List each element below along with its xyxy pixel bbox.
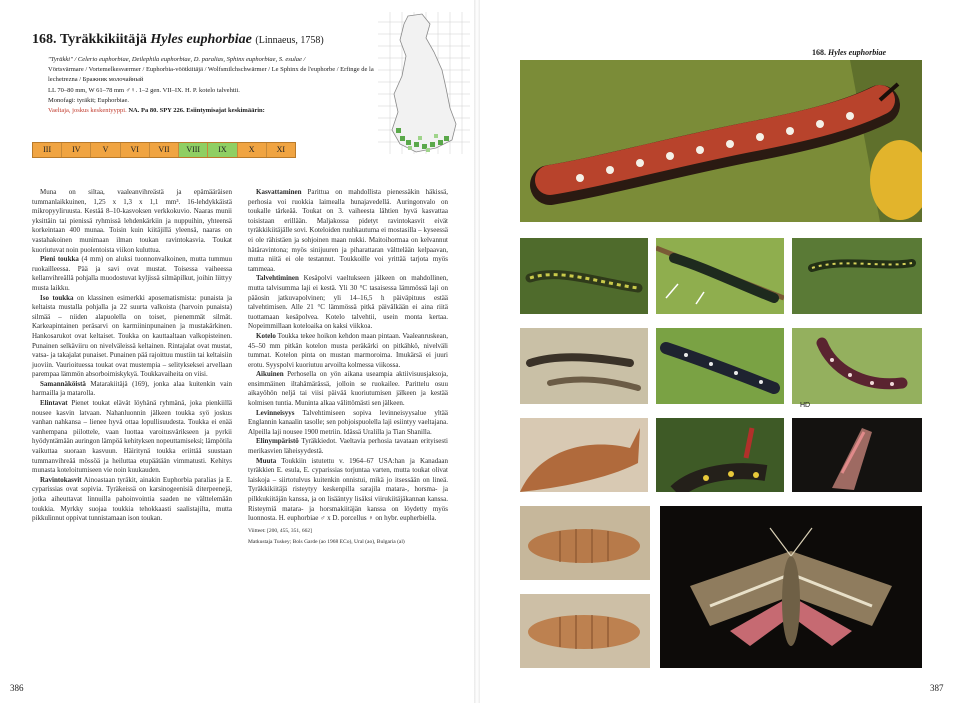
paragraph: Kasvattaminen Parittua on mahdollista pienessäkin häkissä, perhosia voi ruokkia laimealla hunajavedellä. Auringonvalo on toukalle tärkeää. Toukat on 3. vaiheesta lähtien hyvä kasvattaa toisistaan erillään. Maljakossa pidetyt ravintokasvit eivät tyräkkikiitäjälle sovi. Koteloiden ruuhkautuma ei mostasilla – kyseessä ei ole rähistäen ja sohjoinen maan nukki. Maitoihormaa on kelvannut hätäravintona; myös sinijuuren ja piharattaran välttelään kelpaavan, mutta niitä ei ole testannut. Toukkoille voi yrittää tarjota myös tammeaa.: [248, 188, 449, 273]
paragraph: Iso toukka on klassinen esimerkki aposematismista: punaista ja keltaista mustalla pohjalla ja 22 suurta valkoista (harvoin punaista) silmää – niiden alapuolella on toiset, pienemmät silmät. Karkeapintainen peräsarvi on karmiininpunainen ja mustakärkinen. Hankosarukot ovat keltaiset. Toukka on kauttaaltaan valkopisteinen. Punainen selkäviiru on nivelväleissä keltainen. Rintajalat ovat mustat, vatsa- ja takajalat punaiset. Punainen pää rajoittuu mustiin tai keltaisiin juoviin. Vaurioituessa toukat ovat mustempia – selityksekseі arvellaan parempaa lämmön absorboimiskykyä. Toukkavaiheita on viisi.: [32, 293, 232, 379]
species-number: 168.: [32, 32, 57, 47]
paragraph: Talvehtiminen Kesäpolvi vaeltukseen jälkeen on mahdollinen, mutta talvisumma laji ei kestä. Yli 30 °C tasaisessa lämmössä laji on pääosin jatkuvapolvinen; yli 14–16,5 h päiväpituus estää talvehtimisen. Alle 21 °C lämmössä pitkä päivälkään ei aina riitä tuottamaan kesäpolvea. Kotelo talvehtii, usein monta kertaa. Nopeimmillaan koteloaika on kaksi viikkoa.: [248, 274, 448, 331]
plate-caption: 168. Hyles euphorbiae: [812, 48, 886, 57]
paragraph: Muuta Toukkiin istutettu v. 1964–67 USA:han ja Kanadaan tyräkkien E. esula, E. cyparissias torjuntaa varten, mutta toukat olivat laiskoja – siirtotulvus kuitenkin onnistui, mikä jo itsessään on lineä. Tyräkkikiitäjä risteytyy keskenpilla sarajila matara-, horsma- ja pilkkukiitäjän kanssa, ja on lisääntyy lisäksi viirukiitäjäkannan kanssa. Risteymiä matara- ja horsmakiitäjän kanssa on löydetty myös luonnosta. H. euphorbiae ♂ x D. porcellus ♀ on hybr. eupherbiella.: [248, 456, 448, 523]
page-number-right: 387: [930, 683, 944, 693]
month-cell: X: [238, 143, 267, 157]
paragraph: Kotelo Toukka tekee hoikon kehdon maan pintaan. Vaaleanruskean, 45–50 mm pitkän kotelon musta peräkärki on pitkähkö, nivelväli tummat. Kotelon pinta on mustan marmoroima. Imukärsä ei juuri erotu. Syyspolvi kuoriutuu arvoilta kolmessa viikossa.: [248, 331, 448, 369]
photo-pupa-2: [520, 594, 650, 668]
distribution-map: [378, 12, 470, 154]
paragraph: Pieni toukka (4 mm) on aluksi tuonnonvalkoinen, mutta tummuu ruokailleessa. Pää ja savi ovat mustat. Toisessa vaiheessa kellanvihreällä pohjalla muodostuvat kyljissä silmäpilkut, joihin liittyy musta laikku.: [32, 255, 232, 292]
month-cell: III: [33, 143, 62, 157]
paragraph: Levinneisyys Talvehtimiseen sopiva levinneisyysalue yltää Englannin kanaalin tasolle; sen pohjoispuolella laji esiintyy vaeltajana. Alpeilla laji nousee 1900 metriin. Idässä Uralilla ja Tian Shanilla.: [248, 408, 449, 436]
month-cell: VI: [121, 143, 150, 157]
photo-larva-sand: [520, 328, 648, 404]
finnish-name: Tyräkkikiitäjä: [60, 32, 147, 47]
photo-larva-head: [656, 418, 784, 492]
paragraph: Ravintokasvit Ainoastaan tyräkit, ainakin Euphorbia paralias ja E. cyparissias ovat sopivia. Tyräkeissä on karsinogeenisiä diterpeenejä, jotka aiheuttavat linnuilla pahoinvointia saaden ne välttelemään toukkia. Myrkky suojaa toukkia tehokkaasti saalistajilta, mutta pikkulinnut oppivat tunnistamaan ison toukan.: [32, 475, 232, 523]
photo-larva-red: [792, 328, 922, 404]
photo-moth-adult: [660, 506, 922, 668]
status-refs: NA. Pa 80. SPY 226. Esiintymisajat keskimäärin:: [128, 107, 265, 115]
author-citation: (Linnaeus, 1758): [255, 35, 324, 46]
photo-larva-stem: [792, 238, 922, 314]
month-cell: VII: [150, 143, 179, 157]
page-number-left: 386: [10, 683, 24, 693]
book-spine: [474, 0, 480, 703]
references: Matkustaja Tuskey; Bols Garde (ao 1968 ECo), Ural (ao), Bulgaria (al): [248, 538, 405, 545]
photo-moth-resting: [792, 418, 922, 492]
synonym-line: Vörtsvärmare / Vortemelkesværmer / Euphorbia-vöötkiitäjä / Wolfsmilchschwärmer / Le Sphinx de l'euphorbe / Erfinge de la lechetrezna / Бражник молочайный: [48, 66, 374, 84]
species-title: [32, 32, 324, 48]
paragraph: Muna on siltaa, vaaleanvihreästä ja epämääräisen tummanlaikkuinen, 1,25 x 1,3 x 1,1 mm³. 16-lehdykkäistä mikropyyliruusta. Kestää 8–10-kasvoksen verkkokuvio. Naaras munii yksittäin tai pienissä ryhmissä lehdenkärkiin ja nuppuihin, yhteensä korkeintaan 400 munaa. Toisin kuin kiitäjillä yleensä, naaras on vastahakoinen munimaan ilman toukan ravintokasvia. Toukat kuoriutuvat noin puolentoista viikon kuluttua.: [32, 188, 232, 254]
synonym-line: Monofagi: tyräkit; Euphorbiae.: [48, 96, 130, 104]
photo-pupa-1: [520, 506, 650, 580]
photo-pupa-closeup: [520, 418, 648, 492]
scientific-name: Hyles euphorbiae: [150, 32, 252, 47]
synonyms-block: [48, 55, 388, 116]
month-cell: IV: [62, 143, 91, 157]
photo-larvae-twig: [656, 238, 784, 314]
month-cell-highlight: VIII: [179, 143, 208, 157]
hd-label: HD: [800, 402, 811, 409]
references: Viitteet: [200, 455, 351, 662]: [248, 527, 312, 534]
status-line: [48, 106, 388, 116]
month-cell: XI: [267, 143, 295, 157]
flight-period-bar: [32, 142, 296, 158]
photo-caterpillar-large: [520, 60, 922, 222]
photo-larva-dark: [656, 328, 784, 404]
paragraph: Aikuinen Perhosella on yön aikana useampia aktiivisuusjaksoja, ensimmäinen iltahämärässä, jolloin se ruokailee. Parittelu osuu aikayöhön neljä tai viisi päivää kuoriutumisen jälkeen ja kestää kolmisen tuntia. Muninta alkaa välittömästi sen jälkeen.: [248, 370, 448, 408]
paragraph: Samannäköistä Matarakiitäjä (169), jonka alaa kuitenkin vain harmailla ja matarolla.: [32, 379, 233, 398]
status-text: Vaeltaja, joskus keskentyyppi.: [48, 107, 127, 115]
synonym-line: LL 70–80 mm, W 61–78 mm ♂♀. 1–2 gen. VII–IX. H. P. kotelo talvehtii.: [48, 86, 240, 94]
month-cell: V: [91, 143, 120, 157]
month-cell-highlight: IX: [208, 143, 237, 157]
paragraph: Elintavat Pienet toukat elävät löyhänä ryhmänä, joka pienkiillä nousee kasvin latvaan. Nahanluonnin jälkeen toukka syö joskus vanhan nahkansa – lienee hyvä ottaa lopullisuudesta. Toukka ei enää vanhempana piilottele, vaan luottaa varoitusvärikseen ja pyrkii hyödyntämään auringon lämpöä kehityksen nopeuttamiseksi; lämpötila vaikuttaa suoraan kasvuun. Häiritynä toukka eriittää suustaan tummanvihreää mössöä ja heiluttaa etupäätään vimmatusti. Kehitys munasta koteloitumiseen vie noin kuukauden.: [32, 399, 233, 475]
text-column-2: [248, 188, 448, 546]
paragraph: Elinympäristö Tyräkkiedot. Vaeltavia perhosia tavataan erityisesti merikasvien läheisyydestä.: [248, 437, 449, 456]
synonym-line: "Tyräkki" / Celerio euphorbiae, Deilephila euphorbiae, D. paralias, Sphinx euphorbiae, S. esulae /: [48, 56, 306, 63]
photo-small-larvae: [520, 238, 648, 314]
text-column-1: [32, 188, 232, 524]
